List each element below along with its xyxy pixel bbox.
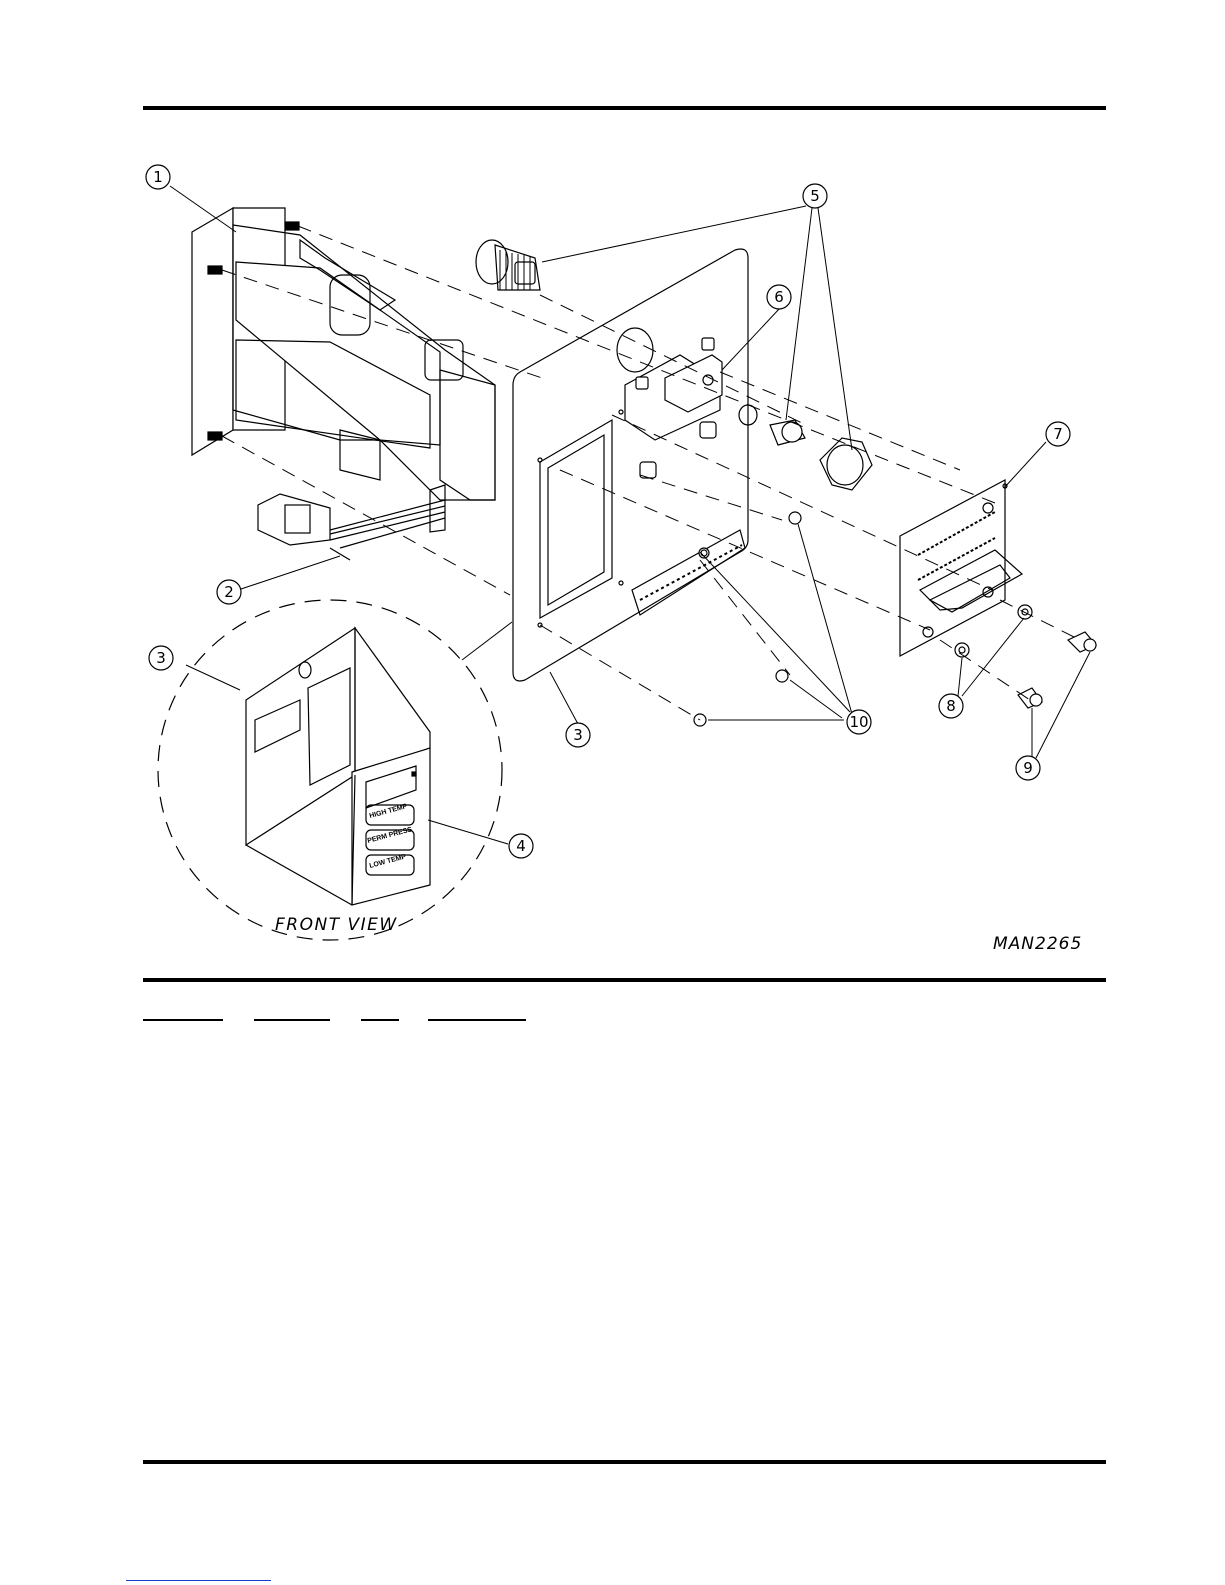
- front-view-detail: [158, 600, 502, 940]
- callout-4: 4: [516, 837, 526, 855]
- callout-3-main: 3: [573, 726, 583, 744]
- drawing-code: MAN2265: [993, 934, 1083, 954]
- button-label-low-temp: LOW TEMP: [368, 853, 407, 870]
- callout-9: 9: [1023, 759, 1033, 777]
- part-2-connector: [258, 494, 445, 560]
- table-header-description: [428, 1005, 526, 1021]
- table-header-part-no: [254, 1005, 330, 1021]
- part-1-housing: [192, 208, 495, 532]
- front-view-label: FRONT VIEW: [275, 915, 398, 935]
- bottom-rule: [143, 1460, 1106, 1464]
- small-hardware: [694, 512, 1096, 726]
- part-7-circuit-board: [900, 480, 1022, 656]
- table-header-qty: [361, 1005, 399, 1021]
- callout-5: 5: [810, 187, 820, 205]
- callout-1: 1: [153, 168, 163, 186]
- part-3-main-panel: [513, 249, 748, 681]
- table-header-illus-no: [143, 1005, 223, 1021]
- footer-link[interactable]: [126, 1566, 271, 1581]
- callout-10: 10: [849, 713, 869, 731]
- callout-8: 8: [946, 697, 956, 715]
- button-label-perm-press: PERM PRESS: [366, 826, 413, 845]
- button-label-high-temp: HIGH TEMP: [368, 803, 409, 820]
- callout-3-front: 3: [156, 649, 166, 667]
- callout-6: 6: [774, 288, 784, 306]
- callout-7: 7: [1053, 425, 1063, 443]
- callout-2: 2: [224, 583, 234, 601]
